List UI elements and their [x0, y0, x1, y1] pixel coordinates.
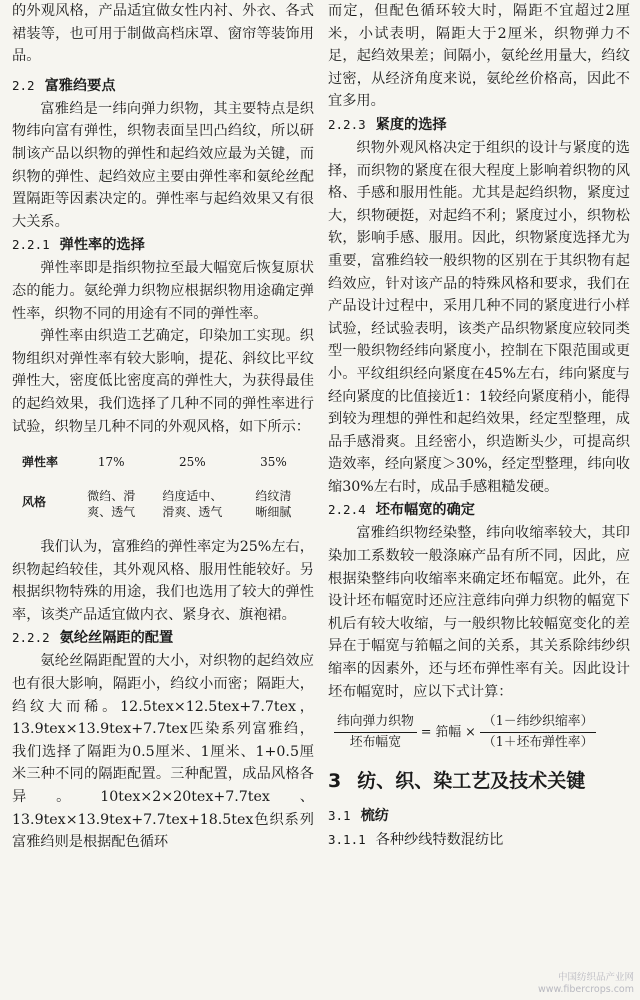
paragraph-2-2-3: 织物外观风格决定于组织的设计与紧度的选择，而织物的紧度在很大程度上影响着织物的风格、手感和服用性能。尤其是起绉织物，紧度过大，织物硬挺，对起绉不利；紧度过小，织物松软，影响手感、服用。因此，织物紧度选择尤为重要，富雅绉较一般织物的区别在于其织物有起绉效应，针对该产品的特殊风格和要求，我们在产品设计过程中，采用几种不同的紧度进行小样试验，经试验表明，该类产品织物紧度应较同类型一般织物经纬向紧度小，控制在下限范围或更小。平纹组织经向紧度在45%左右，纬向紧度与经向紧度的比值接近1：1较经向紧度稍小，能得到较为理想的弹性和起绉效果，经定型整理，成品手感滑爽。且经密小，织造断头少，可提高织造效率，经向紧度＞30%，经定型整理，纬向收缩30%左右时，成品手感粗糙发硬。: [328, 139, 630, 495]
heading-title: 弹性率的选择: [59, 237, 145, 254]
heading-2-2-3: [328, 113, 630, 137]
site-watermark: [538, 972, 634, 996]
heading-3-1: [328, 804, 630, 828]
heading-title: 各种纱线特数混纺比: [375, 832, 504, 849]
heading-number: 2.2: [12, 77, 35, 93]
heading-2-2-1: [12, 233, 314, 257]
formula-times: ×: [465, 724, 476, 740]
watermark-line: 中国纺织品产业网: [557, 972, 634, 983]
heading-title: 梳纺: [360, 808, 389, 825]
formula-equals: =: [420, 724, 432, 740]
heading-title: 氨纶丝隔距的配置: [59, 630, 174, 647]
paragraph-2-2-1-a: 弹性率即是指织物拉至最大幅宽后恢复原状态的能力。氨纶弹力织物应根据织物用途确定弹性率，织物不同的用途有不同的弹性率。: [12, 260, 314, 322]
heading-number: 3.1: [328, 808, 351, 824]
heading-title: 坯布幅宽的确定: [375, 502, 475, 519]
heading-title: 纺、织、染工艺及技术关键: [357, 770, 586, 793]
formula-rhs: $\frac{\text{（1－纬纱织缩率）}}{\text{（1＋坯布弹性率）}}$: [480, 713, 597, 752]
paragraph-intro: 的外观风格，产品适宜做女性内衬、外衣、各式裙装等，也可用于制做高档床罩、窗帘等装饰用品。: [12, 3, 314, 65]
width-formula: [334, 713, 630, 752]
heading-number: 2.2.1: [12, 237, 50, 253]
heading-number: 2.2.4: [328, 502, 366, 518]
paragraph-2-2-1-c: 我们认为，富雅绉的弹性率定为25%左右，织物起绉较佳，其外观风格、服用性能较好。另根据织物特殊的用途，我们也选用了较大的弹性率，该类产品适宜做内衣、紧身衣、旗袍裙。: [12, 539, 314, 623]
heading-2-2-4: [328, 498, 630, 522]
elasticity-table: [22, 452, 314, 522]
heading-2-2-2: [12, 626, 314, 650]
left-column: [12, 0, 314, 854]
paragraph-2-2-1-b: 弹性率由织造工艺确定，印染加工实现。织物组织对弹性率有较大影响，提花、斜纹比平纹弹性大，密度低比密度高的弹性大，为获得最佳的起绉效果，我们选择了几种不同的弹性率进行试验，织物呈几种不同的外观风格，如下所示：: [12, 328, 314, 435]
heading-number: 2.2.2: [12, 630, 50, 646]
table-row-label: 风格: [22, 495, 47, 510]
heading-number: 3: [328, 770, 342, 793]
table-row-label: 弹性率: [22, 455, 59, 470]
paragraph-continued: 而定，但配色循环较大时，隔距不宜超过2厘米，小试表明，隔距大于2厘米，织物弹力不足，起绉效果差；间隔小，氨纶丝用量大，绉纹过密，从经济角度来说，氨纶丝价格高，因此不宜多用。: [328, 3, 630, 110]
heading-3: [328, 766, 630, 796]
paragraph-2-2-4: 富雅绉织物经染整，纬向收缩率较大，其印染加工系数较一般涤麻产品有所不同，因此，应根据染整纬向收缩率来确定坯布幅宽。此外，在设计坯布幅宽时还应注意纬向弹力织物的幅宽下机后有较大收缩，与一般织物比较幅宽变化的差异在于幅宽与筘幅之间的关系，其关系除纬纱织缩率的因素外，还与坯布弹性率有关。因此设计坯布幅宽时，应以下式计算：: [328, 525, 630, 700]
right-column: [328, 0, 630, 852]
table-cell: 绉纹清 晰细腻: [255, 489, 292, 520]
heading-number: 3.1.1: [328, 832, 366, 848]
heading-number: 2.2.3: [328, 116, 366, 132]
table-cell: 微绉、滑 爽、透气: [87, 489, 136, 520]
heading-2-2: [12, 74, 314, 98]
table-cell: 绉度适中、 滑爽、透气: [162, 489, 223, 520]
table-cell: 25%: [178, 455, 206, 470]
formula-lhs: $\frac{\text{纬向弹力织物}}{\text{坯布幅宽}}$: [334, 713, 417, 752]
table-row: [22, 452, 314, 472]
table-row: [22, 486, 314, 522]
table-cell: 17%: [97, 455, 125, 470]
formula-reed-width: 筘幅: [435, 724, 462, 740]
paragraph-2-2-2: 氨纶丝隔距配置的大小，对织物的起绉效应也有很大影响，隔距小，绉纹小而密；隔距大，绉纹大而稀。12.5tex×12.5tex+7.7tex，13.9tex×13.9tex+7.7tex匹染系列富雅绉，我们选择了隔距为0.5厘米、1厘米、1+0.5厘米三种不同的隔距配置。三种配置，成品风格各异。10tex×2×20tex+7.7tex、13.9tex×13.9tex+7.7tex+18.5tex色织系列富雅绉则是根据配色循环: [12, 653, 314, 851]
heading-3-1-1: [328, 828, 630, 852]
heading-title: 富雅绉要点: [44, 77, 116, 94]
paragraph-2-2: 富雅绉是一纬向弹力织物，其主要特点是织物纬向富有弹性，织物表面呈凹凸绉纹，所以研制该产品以织物的弹性和起绉效应最为关键，而织物的弹性、起绉效应主要由弹性率和氨纶丝配置隔距等因素决定的。弹性率与起绉效果又有很大关系。: [12, 100, 314, 230]
heading-title: 紧度的选择: [375, 116, 447, 133]
table-cell: 35%: [260, 455, 287, 470]
watermark-url: www.fibercrops.com: [537, 984, 634, 995]
